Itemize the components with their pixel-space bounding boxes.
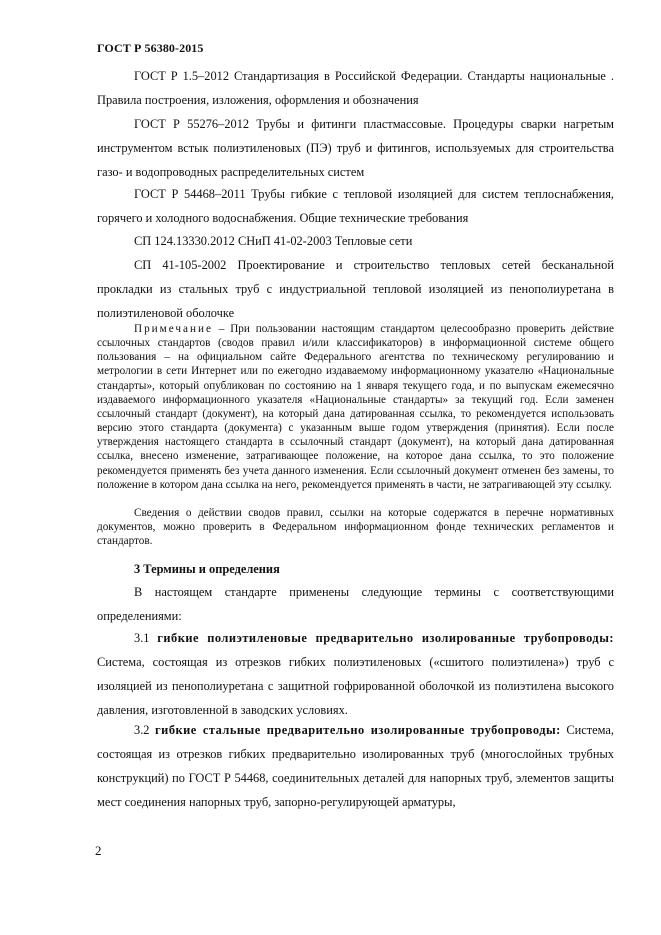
note-text: – При пользовании настоящим стандартом целесообразно проверить действие ссылочных стандартов (сводов правил и/или классификаторов) в информационной системе общего пользования – на официальном сайте Федерального агентства по техническому регулированию и метрологии в сети Интернет или по ежегодно издаваемому информационному указателю «Национальные стандарты», который опубликован по состоянию на 1 января текущего года, и по выпускам ежемесячно издаваемого информационного указателя «Национальные стандарты» за текущий год. Если заменен ссылочный стандарт (документ), на который дана датированная ссылка, то рекомендуется использовать версию этого стандарта (документа) с указанным выше годом утверждения (принятия). Если после утверждения настоящего стандарта в ссылочный стандарт (документ), на который дана датированная ссылка, внесено изменение, затрагивающее положение, на которое дана ссылка, то это положение рекомендуется применять без учета данного изменения. Если ссылочный документ отменен без замены, то положение в котором дана ссылка на него, рекомендуется применять в части, не затрагивающей эту ссылку. — [97, 323, 614, 491]
term-definition: Система, состоящая из отрезков гибких предварительно изолированных труб (многослойных трубных конструкций) по ГОСТ Р 54468, соединительных деталей для напорных труб, элементов защиты мест соединения напорных труб, запорно-регулирующей арматуры, — [97, 723, 614, 809]
reference-sp-41-105: СП 41-105-2002 Проектирование и строительство тепловых сетей бесканальной прокладки из стальных труб с индустриальной тепловой изоляцией из пенополиуретана в полиэтиленовой оболочке — [97, 258, 614, 320]
term-number: 3.2 — [134, 723, 156, 737]
term-name: гибкие стальные предварительно изолированные трубопроводы: — [155, 723, 561, 737]
reference-gost-r-1-5: ГОСТ Р 1.5–2012 Стандартизация в Российской Федерации. Стандарты национальные . Правила построения, изложения, оформления и обозначения — [97, 69, 614, 107]
document-header: ГОСТ Р 56380-2015 — [97, 41, 204, 55]
term-definition-3-1 — [97, 626, 614, 722]
term-definition: Система, состоящая из отрезков гибких полиэтиленовых («сшитого полиэтилена») труб с изоляцией из пенополиуретана с защитной гофрированной оболочкой из полиэтилена высокого давления, изготовленной в заводских условиях. — [97, 655, 614, 717]
reference-gost-r-55276: ГОСТ Р 55276–2012 Трубы и фитинги пластмассовые. Процедуры сварки нагретым инструментом встык полиэтиленовых (ПЭ) труб и фитингов, используемых для строительства газо- и водопроводных распределительных систем — [97, 117, 614, 179]
page-number: 2 — [95, 843, 102, 858]
note-paragraph-2: Сведения о действии сводов правил, ссылки на которые содержатся в перечне нормативных документов, можно проверить в Федеральном информационном фонде технических регламентов и стандартов. — [97, 507, 614, 548]
term-name: гибкие полиэтиленовые предварительно изолированные трубопроводы: — [157, 631, 614, 645]
note-paragraph — [97, 322, 614, 492]
section-intro: В настоящем стандарте применены следующие термины с соответствующими определениями: — [97, 585, 614, 623]
reference-sp-124: СП 124.13330.2012 СНиП 41-02-2003 Тепловые сети — [134, 234, 413, 248]
reference-gost-r-54468: ГОСТ Р 54468–2011 Трубы гибкие с тепловой изоляцией для систем теплоснабжения, горячего и холодного водоснабжения. Общие технические требования — [97, 187, 614, 225]
note-label: Примечание — [134, 323, 213, 335]
term-number: 3.1 — [134, 631, 158, 645]
section-title: 3 Термины и определения — [134, 562, 280, 576]
term-definition-3-2 — [97, 718, 614, 814]
